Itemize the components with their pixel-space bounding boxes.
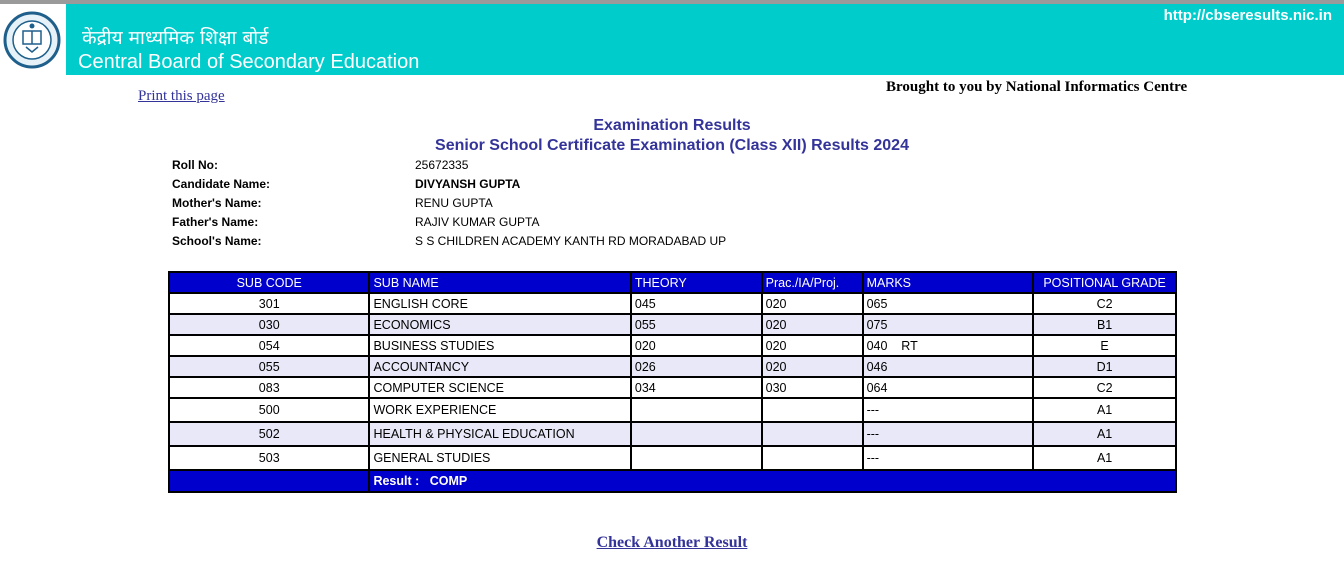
sub-name-cell: HEALTH & PHYSICAL EDUCATION — [369, 422, 630, 446]
marks-cell: 065 — [863, 293, 1034, 314]
sub-name-cell: COMPUTER SCIENCE — [369, 377, 630, 398]
marks-table — [168, 271, 1177, 493]
marks-cell: 040 RT — [863, 335, 1034, 356]
father-name-value: RAJIV KUMAR GUPTA — [415, 215, 540, 229]
marks-cell: 064 — [863, 377, 1034, 398]
prac-cell: 020 — [762, 314, 863, 335]
theory-cell: 026 — [631, 356, 762, 377]
school-name-label: School's Name: — [172, 234, 262, 248]
col-header-prac: Prac./IA/Proj. — [762, 272, 863, 293]
grade-cell: E — [1033, 335, 1176, 356]
table-row — [169, 335, 1176, 356]
col-header-theory: THEORY — [631, 272, 762, 293]
col-header-sub-code: SUB CODE — [169, 272, 369, 293]
theory-cell — [631, 398, 762, 422]
result-spacer-cell — [169, 470, 369, 492]
header-banner — [0, 4, 1344, 75]
table-row — [169, 422, 1176, 446]
grade-cell: B1 — [1033, 314, 1176, 335]
grade-cell: C2 — [1033, 293, 1176, 314]
sub-code-cell: 500 — [169, 398, 369, 422]
check-another-container — [0, 534, 1344, 552]
table-row — [169, 293, 1176, 314]
logo-container — [0, 4, 66, 75]
sub-name-cell: ACCOUNTANCY — [369, 356, 630, 377]
grade-cell: A1 — [1033, 398, 1176, 422]
theory-cell: 045 — [631, 293, 762, 314]
sub-code-cell: 503 — [169, 446, 369, 470]
prac-cell: 020 — [762, 356, 863, 377]
roll-no-label: Roll No: — [172, 158, 218, 172]
hindi-board-title: केंद्रीय माध्यमिक शिक्षा बोर्ड — [82, 27, 269, 49]
table-header-row — [169, 272, 1176, 293]
sub-code-cell: 054 — [169, 335, 369, 356]
result-status: Result : COMP — [369, 470, 1176, 492]
theory-cell: 034 — [631, 377, 762, 398]
sub-code-cell: 083 — [169, 377, 369, 398]
col-header-marks: MARKS — [863, 272, 1034, 293]
theory-cell: 020 — [631, 335, 762, 356]
sub-code-cell: 055 — [169, 356, 369, 377]
marks-cell: 075 — [863, 314, 1034, 335]
prac-cell: 030 — [762, 377, 863, 398]
table-row — [169, 446, 1176, 470]
nic-credit: Brought to you by National Informatics Centre — [886, 79, 1188, 95]
roll-no-value: 25672335 — [415, 158, 469, 172]
table-row — [169, 377, 1176, 398]
table-row — [169, 398, 1176, 422]
theory-cell — [631, 422, 762, 446]
sub-code-cell: 502 — [169, 422, 369, 446]
exam-subtitle: Senior School Certificate Examination (Class XII) Results 2024 — [435, 137, 909, 154]
grade-cell: A1 — [1033, 422, 1176, 446]
sub-code-cell: 030 — [169, 314, 369, 335]
col-header-sub-name: SUB NAME — [369, 272, 630, 293]
sub-name-cell: GENERAL STUDIES — [369, 446, 630, 470]
sub-name-cell: ECONOMICS — [369, 314, 630, 335]
mother-name-value: RENU GUPTA — [415, 196, 493, 210]
theory-cell: 055 — [631, 314, 762, 335]
exam-title: Examination Results — [593, 117, 751, 134]
grade-cell: D1 — [1033, 356, 1176, 377]
marks-cell: --- — [863, 422, 1034, 446]
result-row — [169, 470, 1176, 492]
prac-cell — [762, 398, 863, 422]
sub-name-cell: ENGLISH CORE — [369, 293, 630, 314]
school-name-value: S S CHILDREN ACADEMY KANTH RD MORADABAD UP — [415, 234, 727, 248]
check-another-result-link[interactable]: Check Another Result — [596, 534, 748, 551]
marks-cell: --- — [863, 446, 1034, 470]
mother-name-label: Mother's Name: — [172, 196, 262, 210]
prac-cell — [762, 422, 863, 446]
sub-code-cell: 301 — [169, 293, 369, 314]
print-page-link[interactable]: Print this page — [138, 88, 225, 104]
site-url: http://cbseresults.nic.in — [1163, 7, 1332, 24]
sub-name-cell: BUSINESS STUDIES — [369, 335, 630, 356]
prac-cell — [762, 446, 863, 470]
marks-cell: --- — [863, 398, 1034, 422]
candidate-name-value: DIVYANSH GUPTA — [415, 177, 521, 191]
marks-cell: 046 — [863, 356, 1034, 377]
theory-cell — [631, 446, 762, 470]
grade-cell: C2 — [1033, 377, 1176, 398]
candidate-name-label: Candidate Name: — [172, 177, 271, 191]
english-board-title: Central Board of Secondary Education — [78, 51, 420, 73]
prac-cell: 020 — [762, 335, 863, 356]
col-header-grade: POSITIONAL GRADE — [1033, 272, 1176, 293]
table-row — [169, 314, 1176, 335]
table-row — [169, 356, 1176, 377]
grade-cell: A1 — [1033, 446, 1176, 470]
prac-cell: 020 — [762, 293, 863, 314]
father-name-label: Father's Name: — [172, 215, 259, 229]
sub-name-cell: WORK EXPERIENCE — [369, 398, 630, 422]
